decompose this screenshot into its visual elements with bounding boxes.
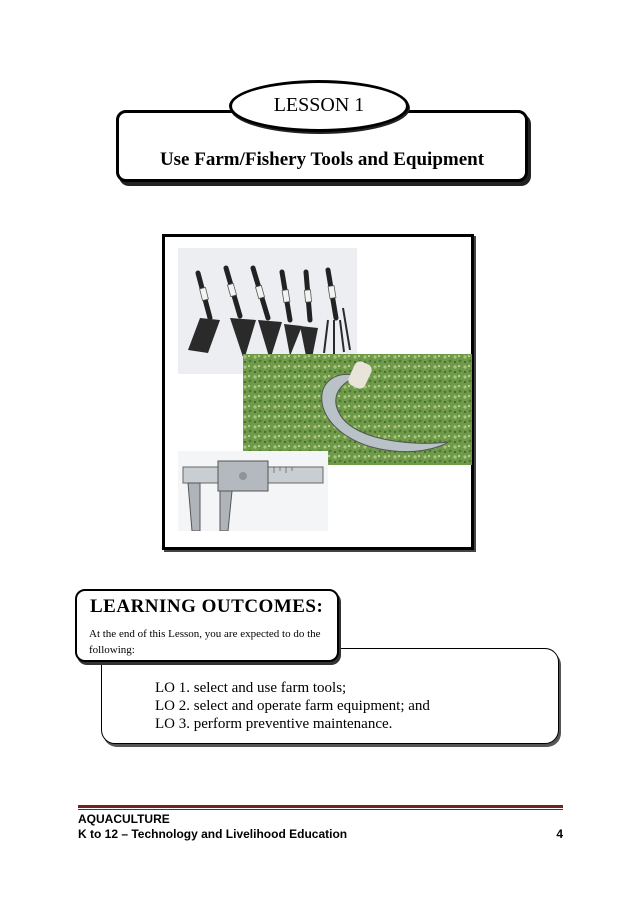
footer-subject: AQUACULTURE — [78, 812, 170, 826]
page-footer — [78, 812, 563, 842]
list-item: LO 2. select and operate farm equipment; and — [155, 698, 430, 714]
learning-outcomes-intro: At the end of this Lesson, you are expected to do the following: — [89, 628, 321, 656]
lesson-title: Use Farm/Fishery Tools and Equipment — [159, 149, 485, 170]
learning-outcomes-heading: LEARNING OUTCOMES: — [90, 596, 324, 617]
footer-rule — [78, 805, 563, 808]
list-item: LO 1. select and use farm tools; — [155, 680, 347, 696]
tools-image-frame — [162, 234, 474, 550]
footer-curriculum: K to 12 – Technology and Livelihood Education — [78, 827, 348, 841]
page-number: 4 — [556, 827, 563, 841]
learning-outcomes-list — [155, 679, 430, 733]
learning-outcomes-list-box — [101, 648, 559, 744]
lesson-label: LESSON 1 — [273, 94, 365, 116]
footer-rule-thin — [78, 809, 563, 810]
vernier-caliper-photo — [178, 451, 328, 531]
learning-outcomes-header-box — [75, 589, 339, 662]
list-item: LO 3. perform preventive maintenance. — [155, 716, 393, 732]
lesson-number-oval — [229, 80, 409, 132]
sickle-on-grass-photo — [243, 354, 472, 465]
